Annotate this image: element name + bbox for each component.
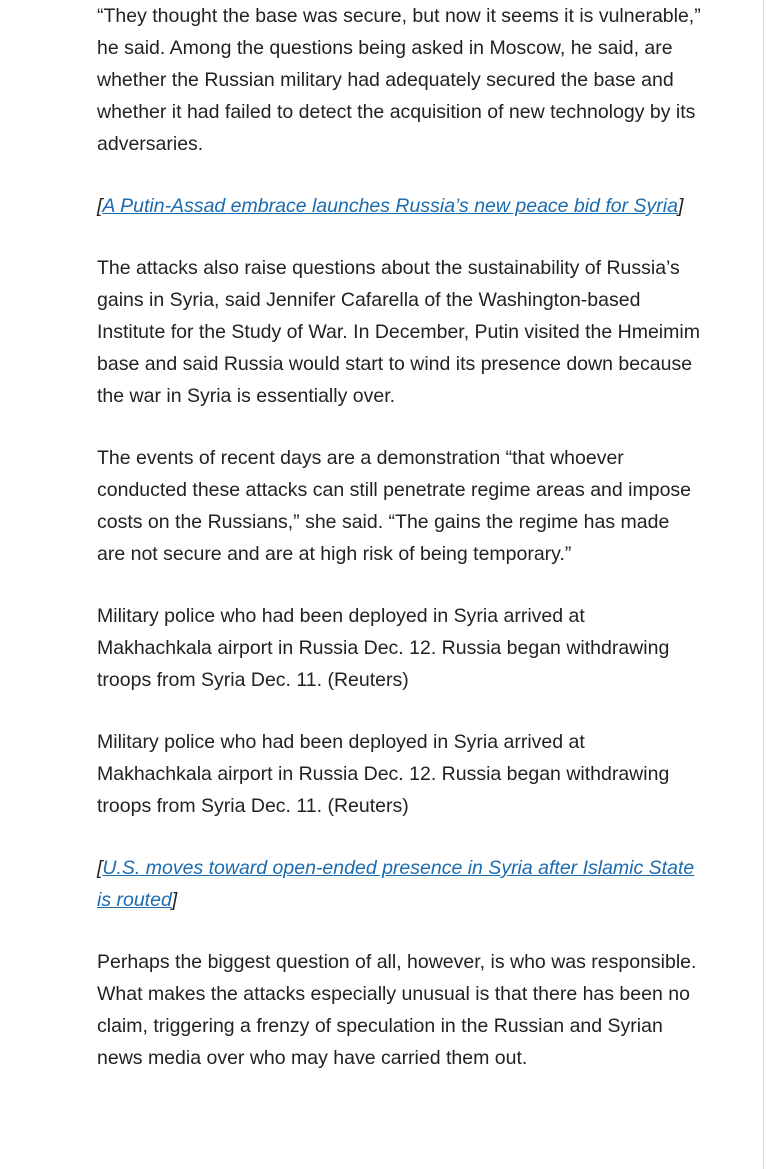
bracket-open: [ <box>97 857 103 879</box>
article-paragraph: The attacks also raise questions about the sustainability of Russia’s gains in Syria, said Jennifer Cafarella of the Washington-based Institute for the Study of War. In December, Putin visited the Hmeimim base and said Russia would start to wind its presence down because the war in Syria is essentially over. <box>97 257 700 407</box>
article-paragraph: The events of recent days are a demonstration “that whoever conducted these attacks can still penetrate regime areas and impose costs on the Russians,” she said. “The gains the regime has made are not secure and are at high risk of being temporary.” <box>97 447 692 565</box>
bracket-close: ] <box>171 889 178 911</box>
related-link-2 <box>97 852 702 916</box>
page-edge-divider <box>763 0 764 1169</box>
bracket-close: ] <box>677 195 684 217</box>
article-paragraph: “They thought the base was secure, but now it seems it is vulnerable,” he said. Among the questions being asked in Moscow, he said, are whether the Russian military had adequately secured the base and whether it had failed to detect the acquisition of new technology by its adversaries. <box>97 5 701 155</box>
bracket-open: [ <box>97 195 103 217</box>
article-body <box>97 0 702 1104</box>
related-link-1 <box>97 190 702 222</box>
related-link-putin-assad[interactable]: A Putin-Assad embrace launches Russia’s new peace bid for Syria <box>102 195 678 217</box>
photo-caption: Military police who had been deployed in Syria arrived at Makhachkala airport in Russia Dec. 12. Russia began withdrawing troops from Syria Dec. 11. (Reuters) <box>97 731 670 817</box>
article-paragraph: Perhaps the biggest question of all, however, is who was responsible. What makes the attacks especially unusual is that there has been no claim, triggering a frenzy of speculation in the Russian and Syrian news media over who may have carried them out. <box>97 951 697 1069</box>
photo-caption: Military police who had been deployed in Syria arrived at Makhachkala airport in Russia Dec. 12. Russia began withdrawing troops from Syria Dec. 11. (Reuters) <box>97 605 670 691</box>
related-link-us-syria[interactable]: U.S. moves toward open-ended presence in Syria after Islamic State is routed <box>97 857 695 911</box>
